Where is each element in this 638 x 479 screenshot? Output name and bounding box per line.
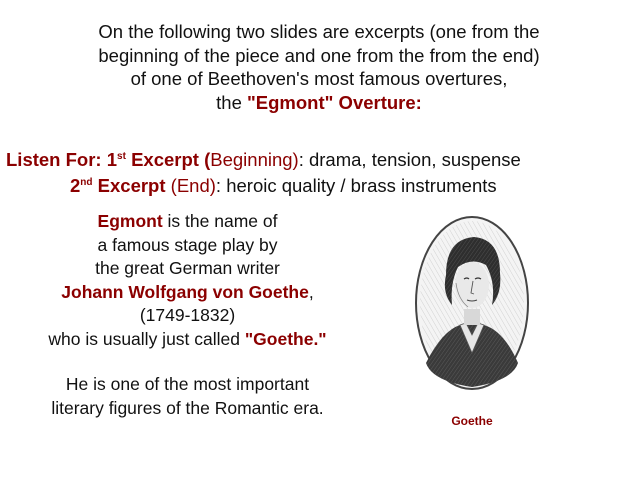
egmont-name: Egmont <box>97 211 163 231</box>
goethe-portrait-image <box>412 213 532 403</box>
bio-line-1 <box>0 210 375 234</box>
intro-paragraph <box>0 20 638 114</box>
bio-line-4-rest: , <box>308 281 314 302</box>
biography-paragraph <box>0 210 375 420</box>
listen-for-label: Listen For: <box>6 149 102 170</box>
second-sup: nd <box>80 177 93 188</box>
bio-line-2: a famous stage play by <box>97 234 278 255</box>
bio-line-7: He is one of the most important <box>65 374 310 394</box>
bio-spacer <box>0 351 375 373</box>
bio-line-8: literary figures of the Romantic era. <box>51 397 324 418</box>
overture-title: "Egmont" Overture: <box>247 91 422 113</box>
bio-line-1-rest: is the name of <box>162 211 278 231</box>
portrait-caption: Goethe <box>451 414 493 428</box>
intro-line-4-prefix: the <box>216 91 248 113</box>
bio-line-6 <box>0 328 375 352</box>
goethe-short-name: "Goethe." <box>244 328 327 349</box>
bio-line-4 <box>0 281 375 305</box>
listen-for-second <box>70 175 630 197</box>
second-excerpt-number <box>70 175 93 196</box>
bio-line-3: the great German writer <box>95 258 280 278</box>
bio-line-6-prefix: who is usually just called <box>48 328 245 349</box>
intro-line-3: of one of Beethoven's most famous overtures, <box>130 68 508 89</box>
first-num: 1 <box>106 149 118 170</box>
listen-for-first <box>6 149 636 171</box>
portrait-engraving <box>412 213 532 403</box>
bio-line-5: (1749-1832) <box>139 305 236 325</box>
first-excerpt-label: Excerpt ( <box>131 149 211 170</box>
second-num: 2 <box>70 175 81 196</box>
first-excerpt-desc: : drama, tension, suspense <box>298 149 521 170</box>
second-excerpt-label: Excerpt <box>97 175 166 196</box>
intro-line-4 <box>0 91 638 115</box>
first-excerpt-number <box>107 149 126 170</box>
intro-line-2: beginning of the piece and one from the from the end) <box>98 44 540 66</box>
second-excerpt-part: (End) <box>170 175 216 196</box>
intro-line-1: On the following two slides are excerpts (one from the <box>98 21 540 42</box>
goethe-full-name: Johann Wolfgang von Goethe <box>61 281 309 302</box>
second-excerpt-desc: : heroic quality / brass instruments <box>215 175 497 196</box>
first-sup: st <box>117 151 126 162</box>
first-excerpt-part: Beginning) <box>210 149 299 170</box>
